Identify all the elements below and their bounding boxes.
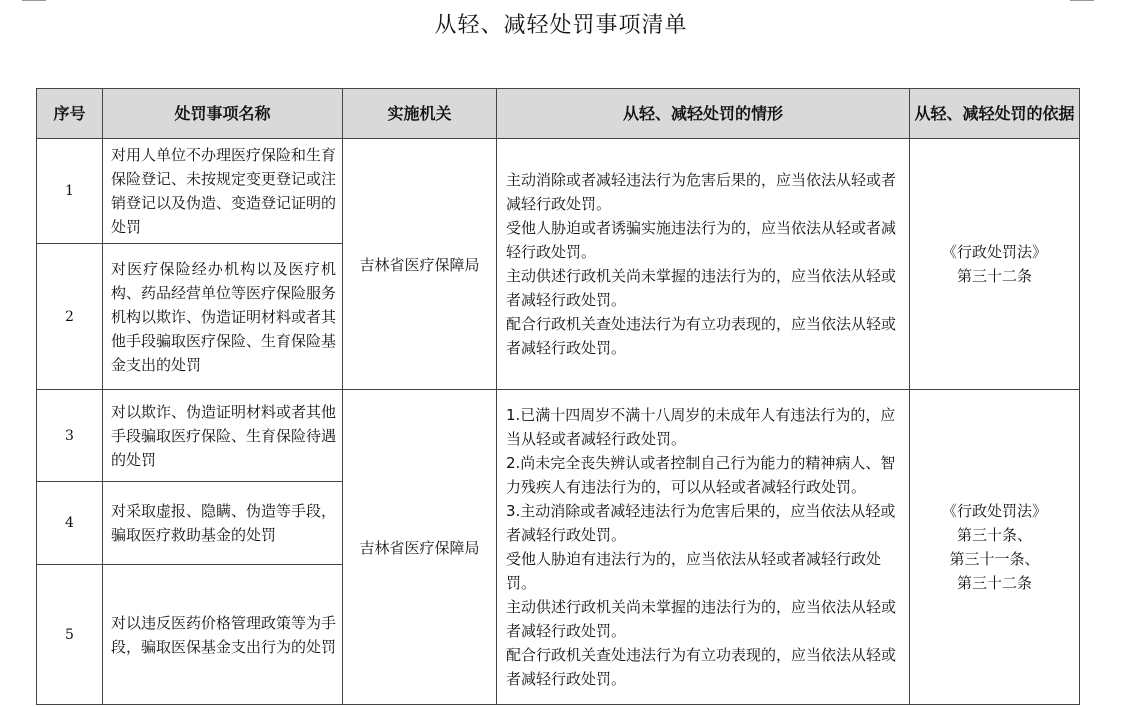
item-name: 对采取虚报、隐瞒、伪造等手段，骗取医疗救助基金的处罚 (103, 482, 343, 565)
basis-line: 第三十二条 (956, 574, 1032, 592)
implementing-agency: 吉林省医疗保障局 (343, 139, 497, 390)
table-header-row (37, 89, 1080, 139)
page-edge-mark-left (22, 0, 46, 1)
row-number: 1 (37, 139, 103, 244)
table-row (37, 139, 1080, 244)
header-org: 实施机关 (343, 89, 497, 139)
basis-line: 《行政处罚法》 (941, 243, 1047, 261)
item-name: 对以欺诈、伪造证明材料或者其他手段骗取医疗保险、生育保险待遇的处罚 (103, 390, 343, 482)
implementing-agency: 吉林省医疗保障局 (343, 390, 497, 705)
basis-line: 第三十条、 (956, 526, 1032, 544)
mitigation-situations (497, 139, 910, 390)
situation-item: 1.已满十四周岁不满十八周岁的未成年人有违法行为的，应当从轻或者减轻行政处罚。 (506, 406, 896, 448)
page-title: 从轻、减轻处罚事项清单 (434, 13, 688, 38)
header-num: 序号 (37, 89, 103, 139)
situation-item: 主动供述行政机关尚未掌握的违法行为的，应当依法从轻或者减轻行政处罚。 (506, 598, 897, 640)
row-number: 5 (37, 565, 103, 705)
item-name: 对以违反医药价格管理政策等为手段，骗取医保基金支出行为的处罚 (103, 565, 343, 705)
situation-item: 主动供述行政机关尚未掌握的违法行为的，应当依法从轻或者减轻行政处罚。 (506, 267, 897, 309)
basis-line: 《行政处罚法》 (941, 502, 1047, 520)
situation-item: 受他人胁迫有违法行为的，应当依法从轻或者减轻行政处罚。 (506, 550, 882, 592)
basis-line: 第三十二条 (956, 267, 1032, 285)
situation-item: 受他人胁迫或者诱骗实施违法行为的，应当依法从轻或者减轻行政处罚。 (506, 219, 897, 261)
situation-item: 3.主动消除或者减轻违法行为危害后果的，应当依法从轻或者减轻行政处罚。 (506, 502, 896, 544)
header-situation: 从轻、减轻处罚的情形 (497, 89, 910, 139)
page-edge-mark-right (1070, 0, 1094, 1)
row-number: 2 (37, 244, 103, 390)
situation-item: 配合行政机关查处违法行为有立功表现的，应当依法从轻或者减轻行政处罚。 (506, 315, 897, 357)
legal-basis (910, 390, 1080, 705)
item-name: 对医疗保险经办机构以及医疗机构、药品经营单位等医疗保险服务机构以欺诈、伪造证明材料或者其他手段骗取医疗保险、生育保险基金支出的处罚 (103, 244, 343, 390)
row-number: 4 (37, 482, 103, 565)
row-number: 3 (37, 390, 103, 482)
situation-item: 主动消除或者减轻违法行为危害后果的，应当依法从轻或者减轻行政处罚。 (506, 171, 897, 213)
situation-item: 2.尚未完全丧失辨认或者控制自己行为能力的精神病人、智力残疾人有违法行为的，可以从轻或者减轻行政处罚。 (506, 454, 896, 496)
table-row (37, 390, 1080, 482)
mitigation-situations (497, 390, 910, 705)
basis-line: 第三十一条、 (949, 550, 1040, 568)
header-name: 处罚事项名称 (103, 89, 343, 139)
legal-basis (910, 139, 1080, 390)
situation-item: 配合行政机关查处违法行为有立功表现的，应当依法从轻或者减轻行政处罚。 (506, 646, 897, 688)
penalty-table (36, 88, 1080, 705)
header-basis: 从轻、减轻处罚的依据 (910, 89, 1080, 139)
item-name: 对用人单位不办理医疗保险和生育保险登记、未按规定变更登记或注销登记以及伪造、变造登记证明的处罚 (103, 139, 343, 244)
